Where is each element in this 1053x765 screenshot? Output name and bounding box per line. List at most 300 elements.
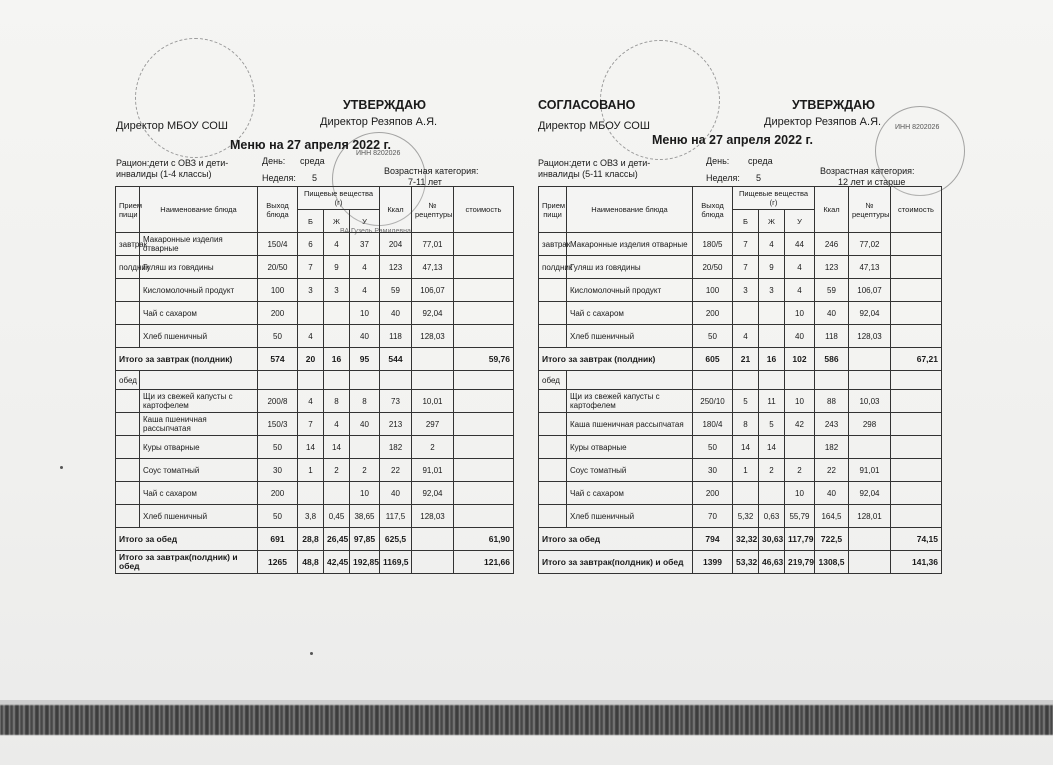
week-label-left: Неделя:	[262, 173, 296, 183]
meal-cell	[116, 436, 140, 459]
cost: 61,90	[454, 528, 514, 551]
fat: 14	[759, 436, 785, 459]
dish-output: 50	[258, 436, 298, 459]
carbs: 10	[350, 482, 380, 505]
meal-label-lunch: обед	[116, 371, 140, 390]
meal-cell	[539, 413, 567, 436]
dish-name: Гуляш из говядины	[140, 256, 258, 279]
empty-cell	[785, 371, 815, 390]
protein: 7	[733, 233, 759, 256]
dish-name: Хлеб пшеничный	[140, 505, 258, 528]
kcal: 73	[380, 390, 412, 413]
meal-label-lunch: обед	[539, 371, 567, 390]
fat: 42,45	[324, 551, 350, 574]
carbs: 55,79	[785, 505, 815, 528]
carbs: 38,65	[350, 505, 380, 528]
table-row	[539, 279, 942, 302]
protein: 7	[298, 413, 324, 436]
menu-table-right	[538, 186, 942, 574]
meal-cell	[116, 279, 140, 302]
table-row	[539, 413, 942, 436]
day-label-right: День:	[706, 156, 730, 166]
week-value-left: 5	[312, 173, 318, 183]
col-meal: Прием пищи	[116, 187, 140, 233]
meal-label-breakfast: завтрак	[539, 233, 567, 256]
dish-output: 50	[693, 436, 733, 459]
dish-name: Хлеб пшеничный	[567, 325, 693, 348]
kcal: 586	[815, 348, 849, 371]
table-row	[116, 256, 514, 279]
section-row	[539, 371, 942, 390]
day-label-left: День:	[262, 156, 286, 166]
fat	[324, 302, 350, 325]
table-row	[539, 302, 942, 325]
kcal: 40	[380, 482, 412, 505]
carbs: 95	[350, 348, 380, 371]
lunch-total-row	[539, 528, 942, 551]
col-zh: Ж	[324, 210, 350, 233]
menu-title-right: Меню на 27 апреля 2022 г.	[652, 133, 813, 147]
recipe-no: 297	[412, 413, 454, 436]
empty-cell	[350, 371, 380, 390]
fat: 0,63	[759, 505, 785, 528]
recipe-no: 10,01	[412, 390, 454, 413]
carbs: 4	[785, 279, 815, 302]
lunch-total-row	[116, 528, 514, 551]
dish-output: 50	[693, 325, 733, 348]
recipe-no: 10,03	[849, 390, 891, 413]
col-meal: Прием пищи	[539, 187, 567, 233]
cost	[454, 505, 514, 528]
dish-output: 20/50	[693, 256, 733, 279]
fat: 3	[324, 279, 350, 302]
menu-title-left: Меню на 27 апреля 2022 г.	[230, 138, 391, 152]
empty-cell	[140, 371, 258, 390]
carbs: 8	[350, 390, 380, 413]
meal-label-snack: полдник	[116, 256, 140, 279]
kcal: 117,5	[380, 505, 412, 528]
dish-output: 574	[258, 348, 298, 371]
col-zh: Ж	[759, 210, 785, 233]
director-school-left: Директор МБОУ СОШ	[116, 120, 228, 132]
meal-cell	[116, 459, 140, 482]
recipe-no: 47,13	[849, 256, 891, 279]
director-name-left: Директор Резяпов А.Я.	[320, 116, 438, 128]
dish-output: 50	[258, 325, 298, 348]
cost	[891, 256, 942, 279]
empty-cell	[567, 371, 693, 390]
fat: 3	[759, 279, 785, 302]
dish-name: Макаронные изделия отварные	[140, 233, 258, 256]
meal-cell	[539, 302, 567, 325]
kcal: 204	[380, 233, 412, 256]
meal-cell	[539, 459, 567, 482]
meal-cell	[539, 325, 567, 348]
dish-name: Чай с сахаром	[567, 302, 693, 325]
meal-cell	[116, 302, 140, 325]
dish-name: Макаронные изделия отварные	[567, 233, 693, 256]
stamp-name-left: ВА Гузель Рамилевна	[340, 228, 411, 235]
kcal: 164,5	[815, 505, 849, 528]
director-school-right: Директор МБОУ СОШ	[538, 120, 650, 132]
dish-name: Соус томатный	[140, 459, 258, 482]
meal-label-snack: полдник	[539, 256, 567, 279]
recipe-no: 92,04	[412, 302, 454, 325]
fat: 4	[759, 233, 785, 256]
fat	[759, 325, 785, 348]
col-recipe: № рецептуры	[412, 187, 454, 233]
table-row	[539, 482, 942, 505]
total-label: Итого за завтрак(полдник) и обед	[539, 551, 693, 574]
dish-output: 1399	[693, 551, 733, 574]
scanner-edge-strip	[0, 705, 1053, 735]
protein: 1	[733, 459, 759, 482]
age-value-right: 12 лет и старше	[838, 177, 906, 187]
cost	[454, 256, 514, 279]
protein: 7	[733, 256, 759, 279]
age-value-left: 7-11 лет	[408, 177, 442, 187]
meal-cell	[539, 436, 567, 459]
recipe-no: 128,03	[412, 325, 454, 348]
empty-cell	[693, 371, 733, 390]
carbs: 4	[785, 256, 815, 279]
empty-cell	[849, 371, 891, 390]
cost	[454, 325, 514, 348]
protein: 3,8	[298, 505, 324, 528]
carbs: 10	[785, 390, 815, 413]
fat: 9	[759, 256, 785, 279]
table-row	[116, 505, 514, 528]
dish-name: Чай с сахаром	[140, 482, 258, 505]
empty-cell	[412, 371, 454, 390]
cost	[891, 505, 942, 528]
cost	[454, 390, 514, 413]
empty-cell	[324, 371, 350, 390]
approve-label-left: УТВЕРЖДАЮ	[343, 98, 427, 112]
fat: 9	[324, 256, 350, 279]
agreed-label-right: СОГЛАСОВАНО	[538, 98, 636, 112]
fat	[759, 302, 785, 325]
fat: 4	[324, 233, 350, 256]
table-row	[539, 459, 942, 482]
protein	[733, 302, 759, 325]
empty-cell	[815, 371, 849, 390]
day-value-left: среда	[300, 156, 325, 166]
kcal: 1169,5	[380, 551, 412, 574]
total-label: Итого за обед	[539, 528, 693, 551]
cost	[454, 459, 514, 482]
recipe-no: 106,07	[849, 279, 891, 302]
meal-cell	[116, 482, 140, 505]
carbs: 10	[350, 302, 380, 325]
cost: 121,66	[454, 551, 514, 574]
kcal: 123	[380, 256, 412, 279]
dish-name: Щи из свежей капусты с картофелем	[140, 390, 258, 413]
col-recipe: № рецептуры	[849, 187, 891, 233]
fat: 0,45	[324, 505, 350, 528]
carbs: 2	[785, 459, 815, 482]
fat: 16	[324, 348, 350, 371]
scan-speck	[310, 652, 313, 655]
dish-name: Куры отварные	[567, 436, 693, 459]
kcal: 182	[380, 436, 412, 459]
protein	[298, 482, 324, 505]
carbs	[785, 436, 815, 459]
carbs: 117,79	[785, 528, 815, 551]
kcal: 625,5	[380, 528, 412, 551]
dish-output: 605	[693, 348, 733, 371]
kcal: 88	[815, 390, 849, 413]
fat: 2	[324, 459, 350, 482]
ration-left: Рацион:дети с ОВЗ и дети-инвалиды (1-4 классы)	[116, 158, 229, 179]
dish-output: 30	[258, 459, 298, 482]
carbs: 40	[785, 325, 815, 348]
empty-cell	[454, 371, 514, 390]
dish-output: 100	[693, 279, 733, 302]
empty-cell	[891, 371, 942, 390]
protein	[298, 302, 324, 325]
protein: 32,32	[733, 528, 759, 551]
recipe-no: 92,04	[412, 482, 454, 505]
dish-name: Кисломолочный продукт	[140, 279, 258, 302]
director-name-right: Директор Резяпов А.Я.	[764, 116, 882, 128]
week-value-right: 5	[756, 173, 762, 183]
fat: 2	[759, 459, 785, 482]
col-dish: Наименование блюда	[140, 187, 258, 233]
col-b: Б	[298, 210, 324, 233]
day-value-right: среда	[748, 156, 773, 166]
protein: 5,32	[733, 505, 759, 528]
age-label-left: Возрастная категория:	[384, 166, 479, 176]
dish-name: Хлеб пшеничный	[140, 325, 258, 348]
kcal: 22	[815, 459, 849, 482]
carbs: 102	[785, 348, 815, 371]
meal-label-breakfast: завтрак	[116, 233, 140, 256]
fat: 14	[324, 436, 350, 459]
dish-name: Гуляш из говядины	[567, 256, 693, 279]
recipe-no: 298	[849, 413, 891, 436]
dish-output: 691	[258, 528, 298, 551]
fat: 4	[324, 413, 350, 436]
protein: 4	[298, 390, 324, 413]
dish-output: 794	[693, 528, 733, 551]
cost	[454, 302, 514, 325]
table-row	[116, 459, 514, 482]
dish-output: 200	[258, 302, 298, 325]
kcal: 40	[815, 302, 849, 325]
meal-cell	[116, 390, 140, 413]
kcal: 40	[815, 482, 849, 505]
recipe-no: 92,04	[849, 482, 891, 505]
protein: 3	[298, 279, 324, 302]
col-b: Б	[733, 210, 759, 233]
kcal: 59	[380, 279, 412, 302]
carbs: 42	[785, 413, 815, 436]
kcal: 1308,5	[815, 551, 849, 574]
fat	[324, 325, 350, 348]
carbs: 219,79	[785, 551, 815, 574]
dish-name: Хлеб пшеничный	[567, 505, 693, 528]
kcal: 123	[815, 256, 849, 279]
carbs: 97,85	[350, 528, 380, 551]
dish-name: Кисломолочный продукт	[567, 279, 693, 302]
cost	[891, 325, 942, 348]
cost	[891, 233, 942, 256]
dish-output: 200/8	[258, 390, 298, 413]
carbs: 192,85	[350, 551, 380, 574]
protein: 48,8	[298, 551, 324, 574]
carbs: 10	[785, 302, 815, 325]
recipe-no	[412, 551, 454, 574]
dish-name: Каша пшеничная рассыпчатая	[567, 413, 693, 436]
table-row	[539, 256, 942, 279]
cost: 141,36	[891, 551, 942, 574]
recipe-no: 128,03	[412, 505, 454, 528]
week-label-right: Неделя:	[706, 173, 740, 183]
recipe-no	[849, 551, 891, 574]
cost	[891, 436, 942, 459]
cost	[891, 302, 942, 325]
dish-output: 100	[258, 279, 298, 302]
ration-right: Рацион:дети с ОВЗ и дети-инвалиды (5-11 классы)	[538, 158, 651, 179]
approve-label-right: УТВЕРЖДАЮ	[792, 98, 876, 112]
table-row	[539, 233, 942, 256]
empty-cell	[759, 371, 785, 390]
dish-output: 70	[693, 505, 733, 528]
cost	[454, 413, 514, 436]
table-row	[539, 325, 942, 348]
table-row	[116, 325, 514, 348]
fat: 8	[324, 390, 350, 413]
cost: 74,15	[891, 528, 942, 551]
protein: 6	[298, 233, 324, 256]
recipe-no: 77,01	[412, 233, 454, 256]
meal-cell	[116, 413, 140, 436]
kcal: 544	[380, 348, 412, 371]
kcal: 59	[815, 279, 849, 302]
recipe-no	[412, 348, 454, 371]
dish-output: 20/50	[258, 256, 298, 279]
table-row	[116, 279, 514, 302]
recipe-no: 92,04	[849, 302, 891, 325]
recipe-no: 128,03	[849, 325, 891, 348]
dish-name: Каша пшеничная рассыпчатая	[140, 413, 258, 436]
fat	[324, 482, 350, 505]
protein: 21	[733, 348, 759, 371]
dish-name: Соус томатный	[567, 459, 693, 482]
recipe-no	[849, 436, 891, 459]
breakfast-total-row	[116, 348, 514, 371]
menu-table-left	[115, 186, 514, 574]
fat: 5	[759, 413, 785, 436]
table-row	[116, 482, 514, 505]
kcal: 246	[815, 233, 849, 256]
kcal: 22	[380, 459, 412, 482]
total-label: Итого за завтрак(полдник) и обед	[116, 551, 258, 574]
section-row	[116, 371, 514, 390]
carbs: 37	[350, 233, 380, 256]
carbs: 4	[350, 279, 380, 302]
dish-output: 200	[693, 482, 733, 505]
meal-cell	[539, 279, 567, 302]
dish-output: 50	[258, 505, 298, 528]
dish-output: 30	[693, 459, 733, 482]
fat: 46,63	[759, 551, 785, 574]
recipe-no: 77,02	[849, 233, 891, 256]
table-row	[116, 390, 514, 413]
col-cost: стоимость	[891, 187, 942, 233]
protein: 20	[298, 348, 324, 371]
stamp-inn-right: ИНН 8202026	[895, 124, 940, 131]
fat: 11	[759, 390, 785, 413]
age-label-right: Возрастная категория:	[820, 166, 915, 176]
cost	[454, 436, 514, 459]
protein: 14	[298, 436, 324, 459]
col-u: У	[785, 210, 815, 233]
recipe-no: 106,07	[412, 279, 454, 302]
dish-output: 200	[258, 482, 298, 505]
cost	[891, 482, 942, 505]
col-kcal: Ккал	[815, 187, 849, 233]
empty-cell	[380, 371, 412, 390]
protein: 14	[733, 436, 759, 459]
total-label: Итого за завтрак (полдник)	[539, 348, 693, 371]
col-u: У	[350, 210, 380, 233]
kcal: 722,5	[815, 528, 849, 551]
empty-cell	[258, 371, 298, 390]
carbs: 40	[350, 325, 380, 348]
recipe-no: 128,01	[849, 505, 891, 528]
col-output: Выход блюда	[693, 187, 733, 233]
kcal: 182	[815, 436, 849, 459]
col-dish: Наименование блюда	[567, 187, 693, 233]
kcal: 118	[380, 325, 412, 348]
dish-name: Чай с сахаром	[567, 482, 693, 505]
protein: 4	[733, 325, 759, 348]
kcal: 118	[815, 325, 849, 348]
empty-cell	[733, 371, 759, 390]
cost	[891, 459, 942, 482]
table-row	[539, 436, 942, 459]
table-row	[539, 505, 942, 528]
grand-total-row	[116, 551, 514, 574]
dish-output: 180/5	[693, 233, 733, 256]
grand-total-row	[539, 551, 942, 574]
fat: 26,45	[324, 528, 350, 551]
dish-output: 250/10	[693, 390, 733, 413]
total-label: Итого за завтрак (полдник)	[116, 348, 258, 371]
fat: 16	[759, 348, 785, 371]
carbs: 2	[350, 459, 380, 482]
protein: 3	[733, 279, 759, 302]
table-row	[539, 390, 942, 413]
dish-name: Куры отварные	[140, 436, 258, 459]
protein: 8	[733, 413, 759, 436]
dish-output: 200	[693, 302, 733, 325]
col-output: Выход блюда	[258, 187, 298, 233]
cost	[454, 233, 514, 256]
meal-cell	[539, 482, 567, 505]
carbs: 10	[785, 482, 815, 505]
breakfast-total-row	[539, 348, 942, 371]
dish-output: 150/3	[258, 413, 298, 436]
fat	[759, 482, 785, 505]
table-row	[116, 436, 514, 459]
col-nutrients: Пищевые вещества (г)	[733, 187, 815, 210]
protein: 28,8	[298, 528, 324, 551]
carbs: 40	[350, 413, 380, 436]
recipe-no	[849, 348, 891, 371]
